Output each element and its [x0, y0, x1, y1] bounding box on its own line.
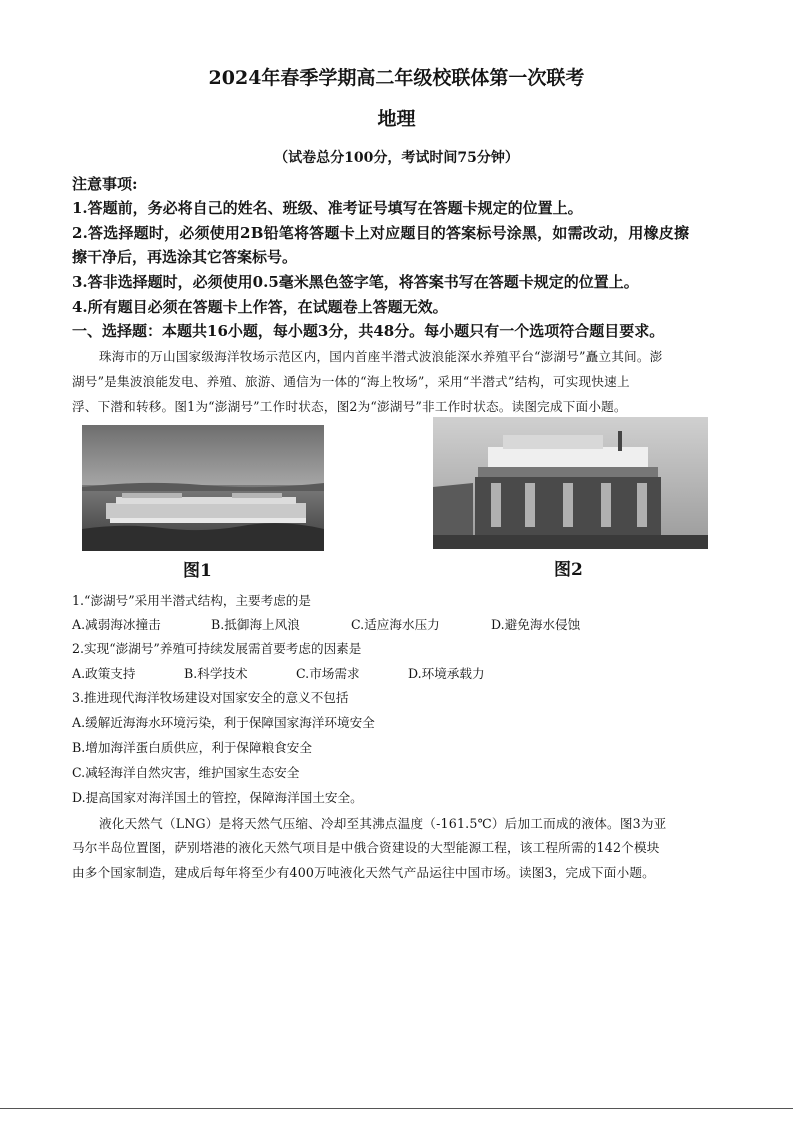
passage-line: 由多个国家制造，建成后每年将至少有400万吨液化天然气产品运往中国市场。读图3，完成下面小题。	[72, 865, 655, 880]
question-option: B.抵御海上风浪	[211, 617, 300, 632]
passage-line: 珠海市的万山国家级海洋牧场示范区内，国内首座半潜式波浪能深水养殖平台“澎湖号”矗立其间。澎	[99, 349, 663, 364]
question-option: B.增加海洋蛋白质供应，利于保障粮食安全	[72, 740, 312, 755]
figure-2-caption: 图2	[554, 560, 583, 580]
notice-item: 擦干净后，再选涂其它答案标号。	[72, 248, 298, 266]
passage-line: 液化天然气（LNG）是将天然气压缩、冷却至其沸点温度（-161.5℃）后加工而成的液体。图3为亚	[99, 816, 667, 831]
notice-item: 4.所有题目必须在答题卡上作答，在试题卷上答题无效。	[72, 298, 448, 316]
question-option: D.环境承载力	[408, 666, 485, 681]
question-option: B.科学技术	[184, 666, 248, 681]
question-option: A.减弱海冰撞击	[72, 617, 161, 632]
question-option: C.减轻海洋自然灾害，维护国家生态安全	[72, 765, 300, 780]
exam-info: （试卷总分100分，考试时间75分钟）	[274, 150, 519, 166]
question-option: D.避免海水侵蚀	[491, 617, 581, 632]
question-option: D.提高国家对海洋国土的管控，保障海洋国土安全。	[72, 790, 363, 805]
question-stem: 1.“澎湖号”采用半潜式结构，主要考虑的是	[72, 593, 311, 608]
notice-item: 3.答非选择题时，必须使用0.5毫米黑色签字笔，将答案书写在答题卡规定的位置上。	[72, 273, 639, 291]
passage-line: 湖号”是集波浪能发电、养殖、旅游、通信为一体的“海上牧场”，采用“半潜式”结构，可实现快速上	[72, 374, 630, 389]
notice-item: 2.答选择题时，必须使用2B铅笔将答题卡上对应题目的答案标号涂黑，如需改动，用橡皮擦	[72, 224, 690, 242]
passage-line: 马尔半岛位置图，萨别塔港的液化天然气项目是中俄合资建设的大型能源工程，该工程所需的142个模块	[72, 840, 660, 855]
question-option: C.市场需求	[296, 666, 360, 681]
section-heading: 一、选择题：本题共16小题，每小题3分，共48分。每小题只有一个选项符合题目要求。	[72, 322, 665, 340]
notice-item: 1.答题前，务必将自己的姓名、班级、准考证号填写在答题卡规定的位置上。	[72, 199, 583, 217]
exam-title: 2024年春季学期高二年级校联体第一次联考	[208, 67, 585, 89]
question-option: A.政策支持	[72, 666, 136, 681]
passage-line: 浮、下潜和转移。图1为“澎湖号”工作时状态，图2为“澎湖号”非工作时状态。读图完成下面小题。	[72, 399, 627, 414]
question-stem: 3.推进现代海洋牧场建设对国家安全的意义不包括	[72, 690, 349, 705]
question-option: C.适应海水压力	[351, 617, 440, 632]
figure-2-photo	[433, 417, 708, 549]
exam-subject: 地理	[377, 108, 416, 130]
page-bottom-rule	[0, 1108, 793, 1109]
figure-1-caption: 图1	[183, 561, 212, 581]
figure-1-photo	[82, 425, 324, 551]
question-stem: 2.实现“澎湖号”养殖可持续发展需首要考虑的因素是	[72, 641, 362, 656]
notice-heading: 注意事项:	[72, 175, 138, 193]
question-option: A.缓解近海海水环境污染，利于保障国家海洋环境安全	[72, 715, 375, 730]
